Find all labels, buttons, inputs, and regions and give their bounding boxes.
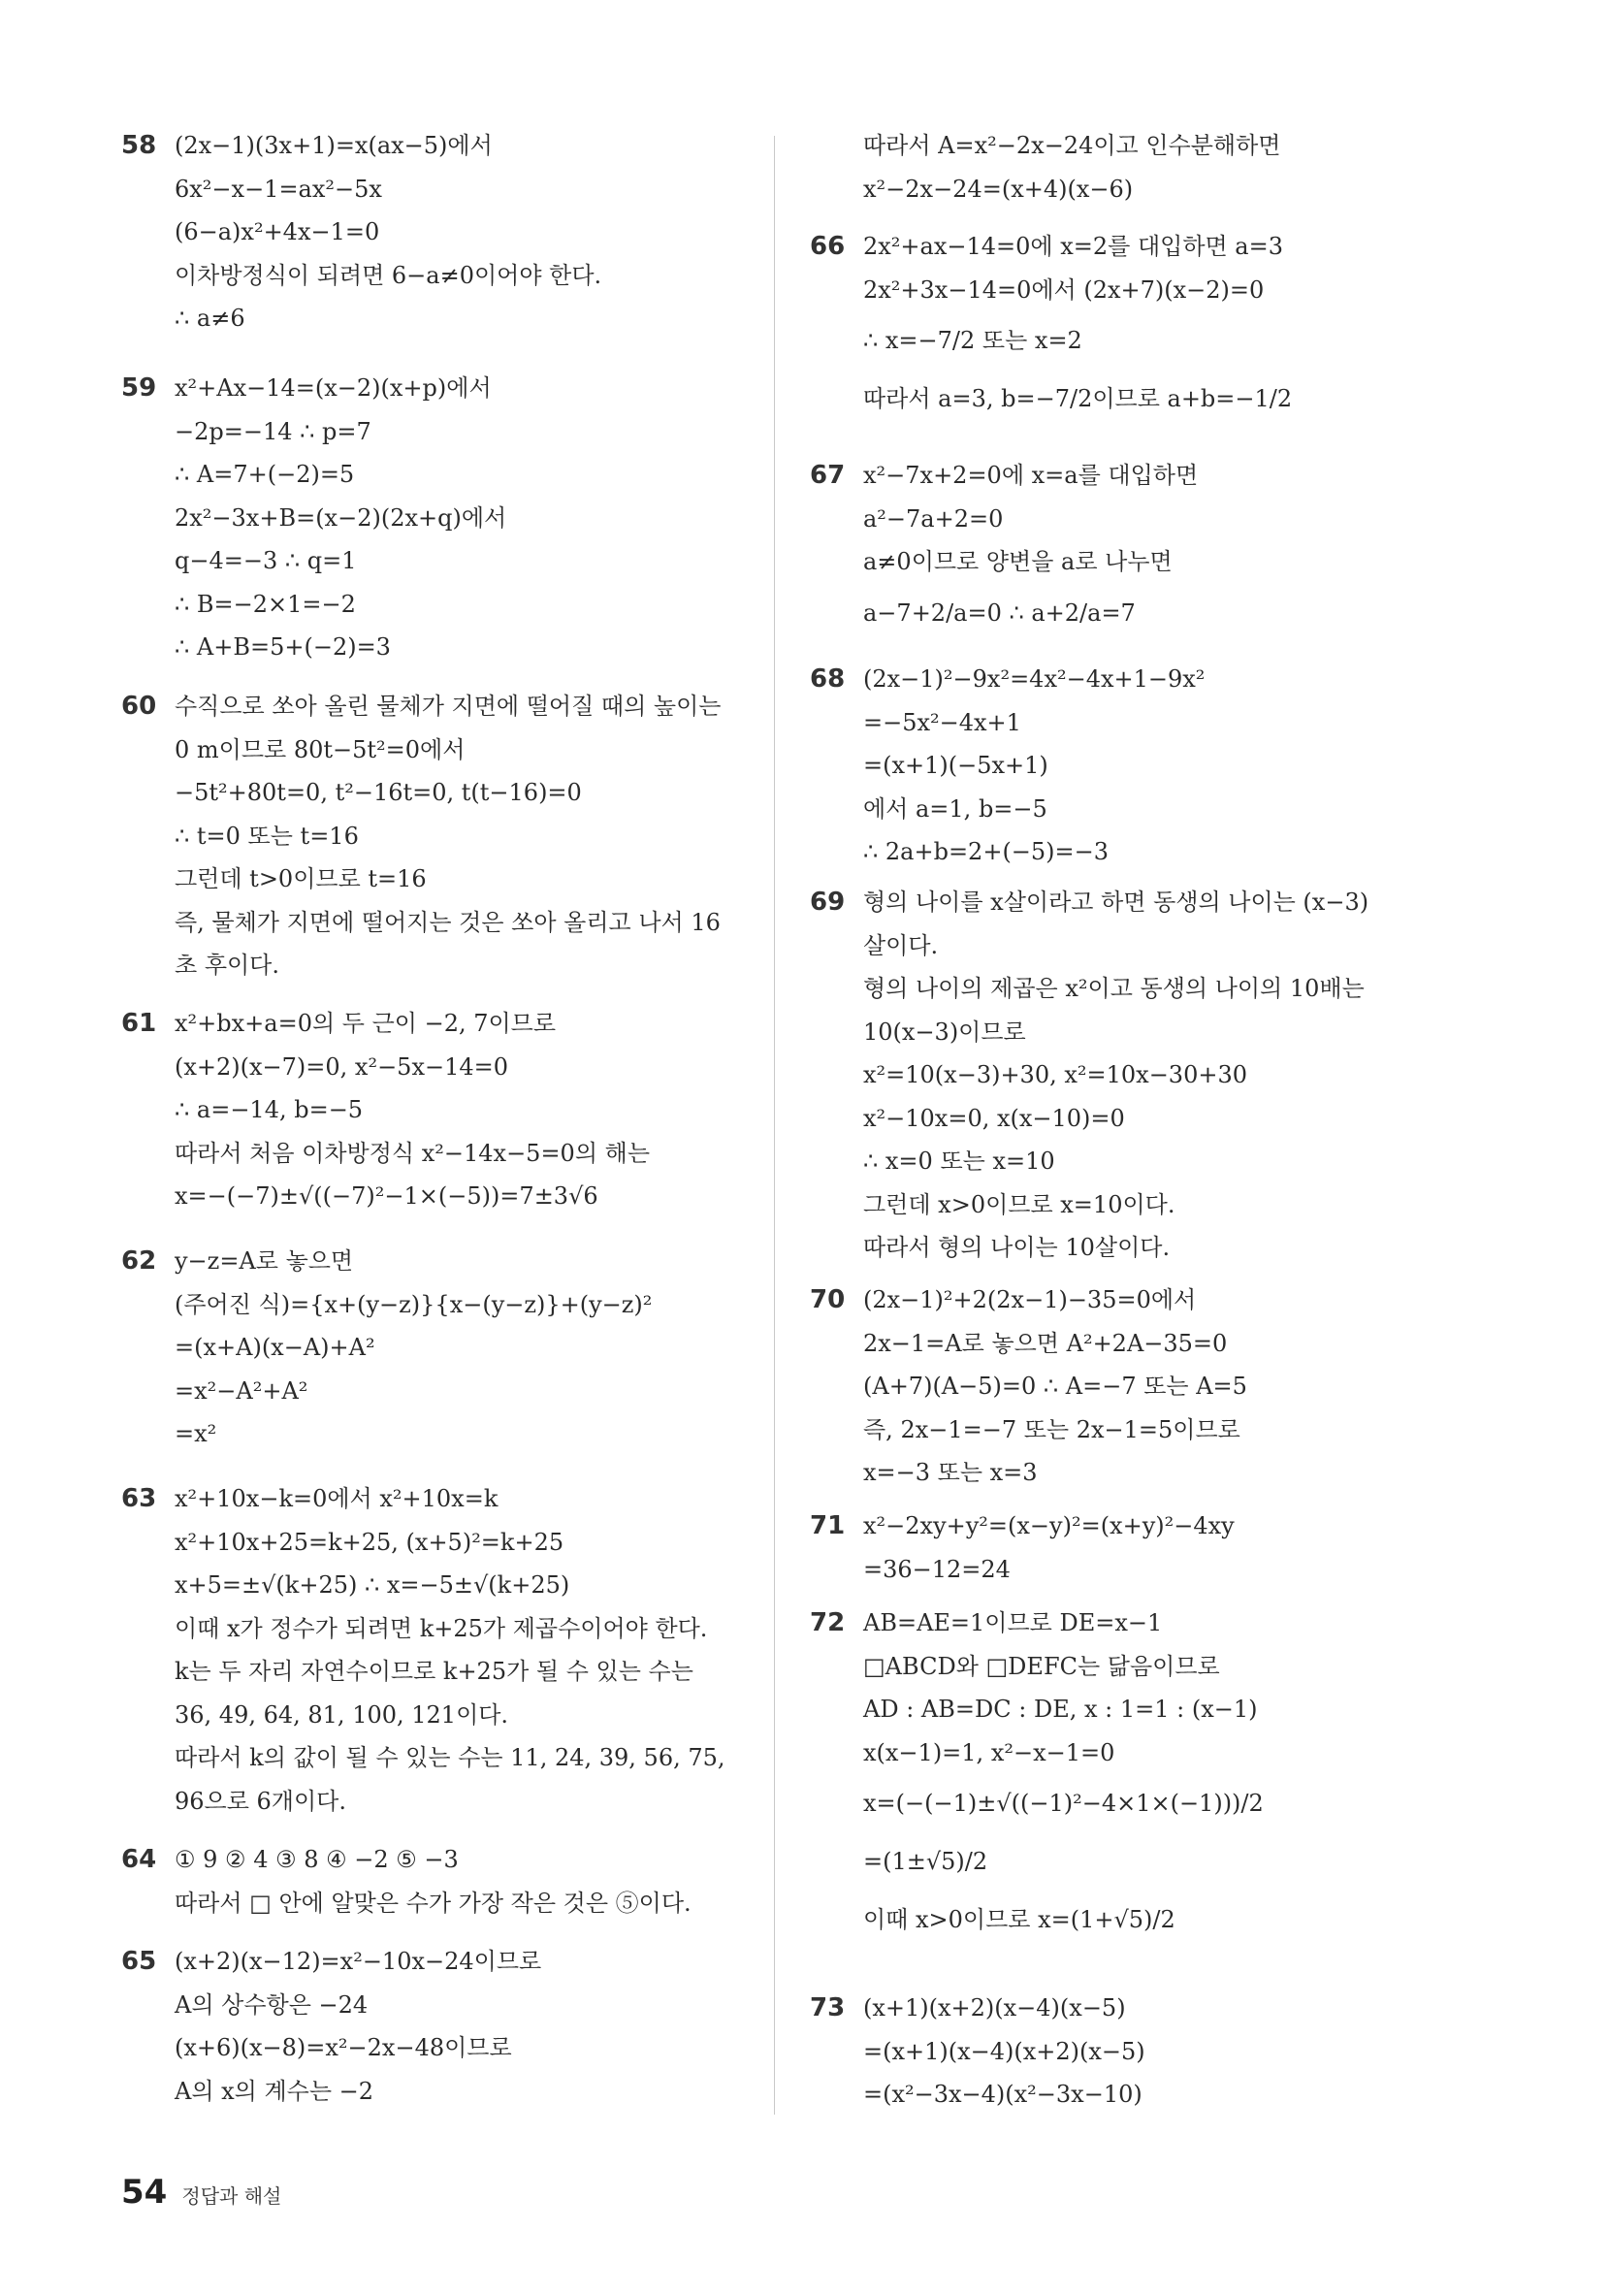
solution-line: 즉, 물체가 지면에 떨어지는 것은 쏘아 올리고 나서 16 — [175, 908, 721, 936]
solution-line: ∴ A=7+(−2)=5 — [175, 461, 355, 488]
problem-number: 60 — [121, 692, 157, 721]
problem-number: 69 — [810, 888, 846, 917]
problem-68 — [810, 658, 1464, 874]
solution-line: ∴ x=0 또는 x=10 — [863, 1148, 1055, 1175]
problem-71 — [810, 1504, 1464, 1591]
solution-line: 살이다. — [863, 931, 939, 959]
solution-line: 즉, 2x−1=−7 또는 2x−1=5이므로 — [863, 1415, 1240, 1443]
solution-line: ∴ a≠6 — [175, 305, 245, 332]
problem-59 — [121, 367, 795, 669]
solution-line: x=−3 또는 x=3 — [863, 1459, 1038, 1486]
solution-line: q−4=−3 ∴ q=1 — [175, 547, 357, 574]
problem-61 — [121, 1002, 795, 1218]
solution-line: =(x+1)(x−4)(x+2)(x−5) — [863, 2037, 1145, 2065]
solution-line: 2x²−3x+B=(x−2)(2x+q)에서 — [175, 503, 507, 532]
solution-line: (2x−1)²+2(2x−1)−35=0에서 — [863, 1286, 1197, 1313]
solution-line: ∴ a=−14, b=−5 — [175, 1096, 364, 1123]
solution-line: x²+bx+a=0의 두 근이 −2, 7이므로 — [175, 1010, 557, 1037]
problem-number: 68 — [810, 664, 846, 694]
solution-line: =x²−A²+A² — [175, 1376, 308, 1405]
solution-line: =x² — [175, 1420, 217, 1447]
solution-line: ∴ t=0 또는 t=16 — [175, 822, 359, 850]
solution-line: AB=AE=1이므로 DE=x−1 — [863, 1609, 1163, 1636]
solution-line: ∴ x=−7/2 또는 x=2 — [863, 327, 1082, 354]
problem-number: 70 — [810, 1285, 846, 1314]
problem-62 — [121, 1240, 795, 1456]
solution-line: =(x+A)(x−A)+A² — [175, 1334, 375, 1361]
problem-65 — [121, 1940, 795, 2113]
solution-line: 수직으로 쏘아 올린 물체가 지면에 떨어질 때의 높이는 — [175, 693, 722, 720]
solution-line: =(x²−3x−4)(x²−3x−10) — [863, 2081, 1142, 2108]
solution-line: x=−(−7)±√((−7)²−1×(−5))=7±3√6 — [175, 1182, 598, 1210]
problem-number: 73 — [810, 1993, 846, 2022]
problem-number: 72 — [810, 1608, 846, 1637]
solution-line: −5t²+80t=0, t²−16t=0, t(t−16)=0 — [175, 779, 582, 806]
solution-line: ∴ A+B=5+(−2)=3 — [175, 633, 391, 661]
solution-line: 따라서 □ 안에 알맞은 수가 가장 작은 것은 ⑤이다. — [175, 1889, 692, 1917]
solution-line: 0 m이므로 80t−5t²=0에서 — [175, 735, 466, 763]
solution-line: 따라서 k의 값이 될 수 있는 수는 11, 24, 39, 56, 75, — [175, 1744, 725, 1771]
solution-line: x²−2x−24=(x+4)(x−6) — [863, 175, 1134, 203]
solution-line: x²−10x=0, x(x−10)=0 — [863, 1104, 1125, 1132]
solution-line: A의 상수항은 −24 — [175, 1990, 369, 2019]
problem-number: 66 — [810, 232, 846, 261]
solution-line: 따라서 처음 이차방정식 x²−14x−5=0의 해는 — [175, 1139, 651, 1167]
problem-70 — [810, 1278, 1464, 1495]
solution-line: =36−12=24 — [863, 1555, 1011, 1583]
solution-line: (x+6)(x−8)=x²−2x−48이므로 — [175, 2034, 512, 2061]
problem-63 — [121, 1477, 795, 1823]
problem-72 — [810, 1601, 1464, 1949]
solution-line: 2x−1=A로 놓으면 A²+2A−35=0 — [863, 1329, 1228, 1357]
solution-line: (2x−1)²−9x²=4x²−4x+1−9x² — [863, 665, 1206, 693]
page-number: 54 — [121, 2173, 168, 2212]
solution-line: 따라서 형의 나이는 10살이다. — [863, 1234, 1171, 1261]
solution-line: 그런데 t>0이므로 t=16 — [175, 865, 427, 892]
solution-line: (2x−1)(3x+1)=x(ax−5)에서 — [175, 132, 493, 159]
solution-line: x²+10x+25=k+25, (x+5)²=k+25 — [175, 1528, 564, 1556]
problem-number: 62 — [121, 1246, 157, 1276]
solution-line: =(x+1)(−5x+1) — [863, 752, 1048, 779]
solution-line: 에서 a=1, b=−5 — [863, 794, 1047, 823]
problem-73 — [810, 1987, 1464, 2117]
solution-line: 이차방정식이 되려면 6−a≠0이어야 한다. — [175, 261, 602, 289]
solution-line: A의 x의 계수는 −2 — [175, 2077, 374, 2105]
solution-line: 따라서 a=3, b=−7/2이므로 a+b=−1/2 — [863, 385, 1293, 412]
solution-line: 형의 나이의 제곱은 x²이고 동생의 나이의 10배는 — [863, 975, 1365, 1002]
solution-line: (x+1)(x+2)(x−4)(x−5) — [863, 1994, 1126, 2021]
solution-line: ∴ 2a+b=2+(−5)=−3 — [863, 838, 1110, 865]
solution-line: 6x²−x−1=ax²−5x — [175, 175, 382, 203]
solution-line: =−5x²−4x+1 — [863, 708, 1021, 736]
problem-number: 61 — [121, 1009, 157, 1038]
solution-line: ① 9 ② 4 ③ 8 ④ −2 ⑤ −3 — [175, 1846, 459, 1873]
problem-number: 59 — [121, 373, 157, 403]
problem-number: 71 — [810, 1511, 846, 1540]
solution-line: 이때 x>0이므로 x=(1+√5)/2 — [863, 1906, 1175, 1933]
page-footer — [121, 2173, 281, 2212]
solution-line: ∴ B=−2×1=−2 — [175, 590, 356, 618]
solution-line: 이때 x가 정수가 되려면 k+25가 제곱수이어야 한다. — [175, 1614, 708, 1642]
solution-line: (6−a)x²+4x−1=0 — [175, 218, 380, 245]
problem-64 — [121, 1838, 795, 1924]
solution-line: x²−7x+2=0에 x=a를 대입하면 — [863, 462, 1199, 489]
problem-number: 67 — [810, 461, 846, 490]
solution-line: a²−7a+2=0 — [863, 504, 1004, 533]
solution-line: =(1±√5)/2 — [863, 1848, 988, 1875]
problem-continued — [810, 124, 1464, 210]
solution-line: x²+10x−k=0에서 x²+10x=k — [175, 1485, 499, 1512]
solution-line: 그런데 x>0이므로 x=10이다. — [863, 1190, 1175, 1218]
solution-line: (x+2)(x−7)=0, x²−5x−14=0 — [175, 1052, 509, 1081]
problem-number: 58 — [121, 131, 157, 160]
solution-line: y−z=A로 놓으면 — [175, 1247, 354, 1275]
solution-line: 따라서 A=x²−2x−24이고 인수분해하면 — [863, 132, 1281, 159]
problem-number: 63 — [121, 1484, 157, 1513]
problem-number: 64 — [121, 1845, 157, 1874]
solution-line: a≠0이므로 양변을 a로 나누면 — [863, 548, 1173, 575]
solution-line: x(x−1)=1, x²−x−1=0 — [863, 1738, 1115, 1766]
solution-line: x²−2xy+y²=(x−y)²=(x+y)²−4xy — [863, 1512, 1235, 1539]
solution-line: 2x²+3x−14=0에서 (2x+7)(x−2)=0 — [863, 275, 1265, 304]
solution-line: x²=10(x−3)+30, x²=10x−30+30 — [863, 1061, 1247, 1088]
solution-line: a−7+2/a=0 ∴ a+2/a=7 — [863, 598, 1136, 627]
problem-number: 65 — [121, 1947, 157, 1976]
solution-line: x+5=±√(k+25) ∴ x=−5±√(k+25) — [175, 1571, 570, 1599]
problem-66 — [810, 225, 1464, 428]
solution-line: x²+Ax−14=(x−2)(x+p)에서 — [175, 374, 492, 402]
solution-line: 초 후이다. — [175, 952, 279, 979]
problem-58 — [121, 124, 795, 340]
solution-line: □ABCD와 □DEFC는 닮음이므로 — [863, 1652, 1220, 1680]
problem-69 — [810, 881, 1464, 1270]
problem-60 — [121, 685, 795, 987]
solution-line: AD : AB=DC : DE, x : 1=1 : (x−1) — [863, 1696, 1258, 1723]
solution-line: (주어진 식)={x+(y−z)}{x−(y−z)}+(y−z)² — [175, 1290, 653, 1318]
solution-line: 2x²+ax−14=0에 x=2를 대입하면 a=3 — [863, 233, 1283, 260]
solution-line: (A+7)(A−5)=0 ∴ A=−7 또는 A=5 — [863, 1373, 1247, 1400]
solution-line: 10(x−3)이므로 — [863, 1018, 1026, 1046]
problem-67 — [810, 454, 1464, 642]
page-label: 정답과 해설 — [181, 2184, 282, 2208]
solution-line: 형의 나이를 x살이라고 하면 동생의 나이는 (x−3) — [863, 889, 1369, 916]
solution-line: (x+2)(x−12)=x²−10x−24이므로 — [175, 1948, 542, 1975]
solution-line: 36, 49, 64, 81, 100, 121이다. — [175, 1700, 509, 1729]
solution-line: −2p=−14 ∴ p=7 — [175, 417, 371, 445]
solution-line: x=(−(−1)±√((−1)²−4×1×(−1)))/2 — [863, 1790, 1264, 1817]
solution-line: k는 두 자리 자연수이므로 k+25가 될 수 있는 수는 — [175, 1658, 693, 1685]
solution-line: 96으로 6개이다. — [175, 1787, 346, 1815]
